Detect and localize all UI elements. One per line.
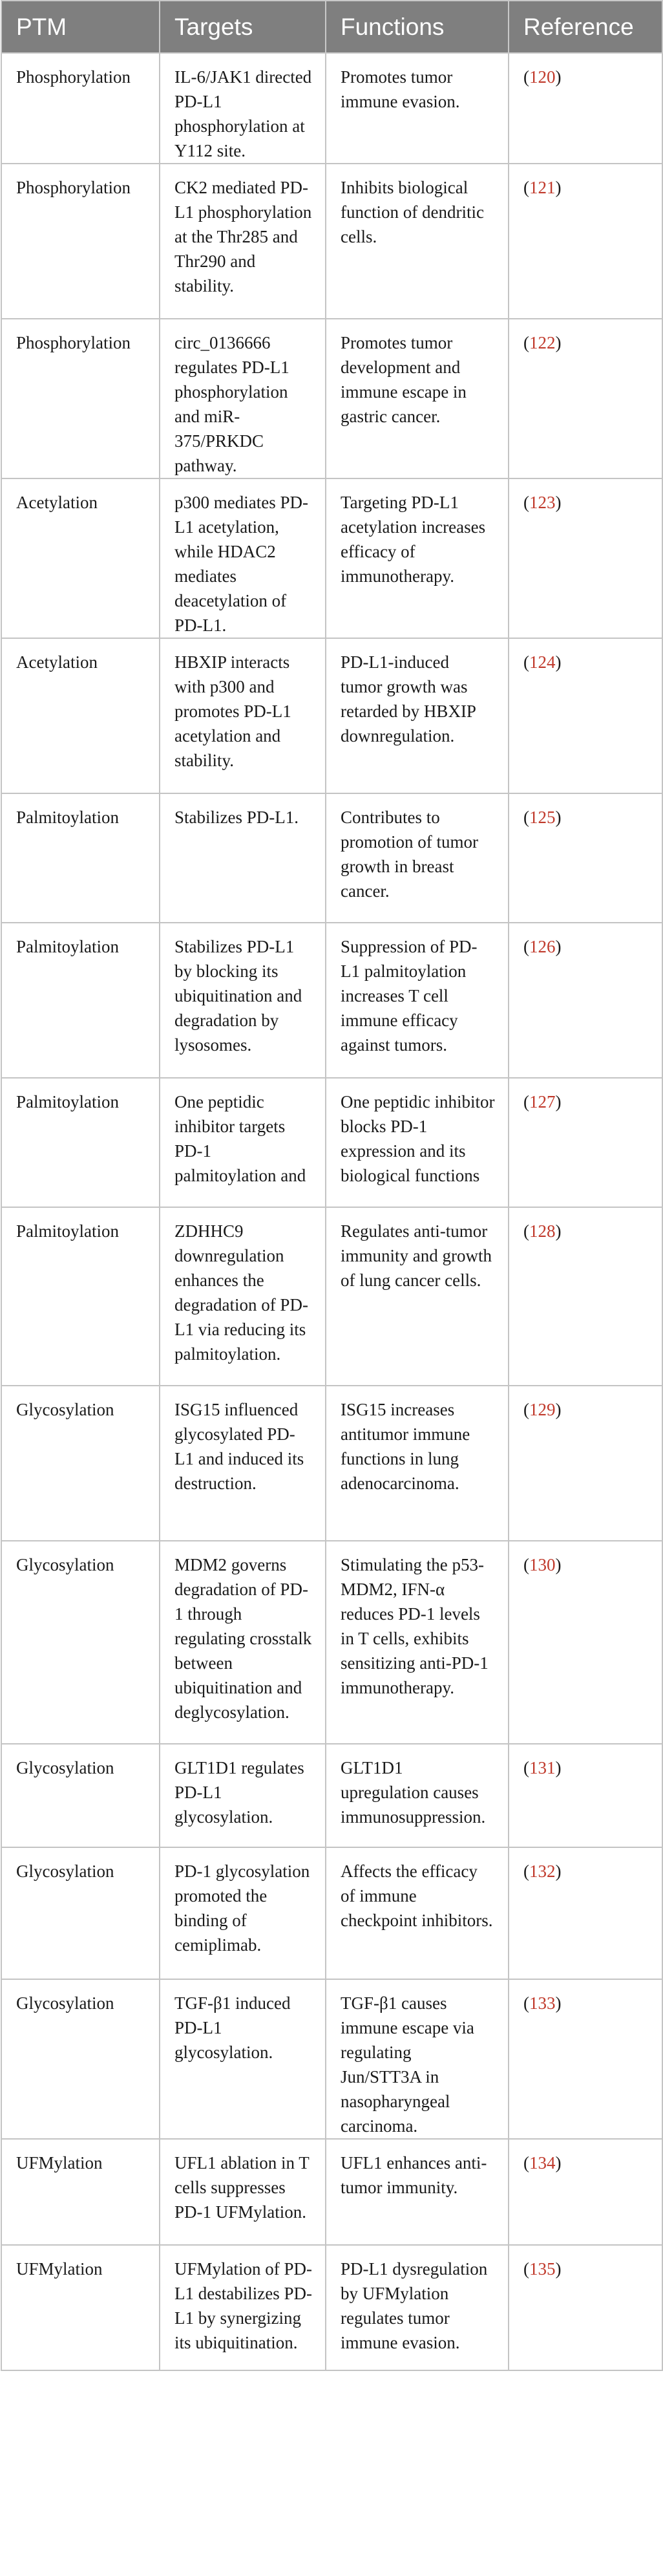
cell-reference (509, 1541, 662, 1744)
reference-link[interactable]: 123 (529, 493, 556, 512)
table-row (1, 638, 662, 793)
cell-functions: PD-L1-induced tumor growth was retarded by HBXIP downregulation. (326, 638, 509, 793)
cell-ptm: Phosphorylation (1, 164, 160, 319)
cell-ptm: UFMylation (1, 2245, 160, 2370)
cell-functions: Suppression of PD-L1 palmitoylation increases T cell immune efficacy against tumors. (326, 923, 509, 1078)
paren-close: ) (555, 1555, 562, 1574)
cell-targets: PD-1 glycosylation promoted the binding of cemiplimab. (160, 1847, 326, 1979)
cell-functions: PD-L1 dysregulation by UFMylation regulates tumor immune evasion. (326, 2245, 509, 2370)
paren-close: ) (555, 1221, 562, 1241)
table-row (1, 53, 662, 164)
cell-ptm: Palmitoylation (1, 923, 160, 1078)
cell-ptm: Glycosylation (1, 1979, 160, 2139)
cell-targets: p300 mediates PD-L1 acetylation, while HDAC2 mediates deacetylation of PD-L1. (160, 478, 326, 638)
cell-ptm: UFMylation (1, 2139, 160, 2245)
cell-functions: Inhibits biological function of dendritic cells. (326, 164, 509, 319)
paren-close: ) (555, 1092, 562, 1111)
table-row (1, 1386, 662, 1541)
cell-reference (509, 1207, 662, 1386)
table-row (1, 1979, 662, 2139)
cell-functions: Promotes tumor immune evasion. (326, 53, 509, 164)
cell-targets: HBXIP interacts with p300 and promotes PD-L1 acetylation and stability. (160, 638, 326, 793)
table-row (1, 1744, 662, 1847)
paren-open: ( (523, 1555, 529, 1574)
cell-ptm: Glycosylation (1, 1847, 160, 1979)
table-row (1, 2245, 662, 2370)
cell-reference (509, 638, 662, 793)
reference-link[interactable]: 134 (529, 2153, 556, 2173)
paren-open: ( (523, 178, 529, 197)
paren-close: ) (555, 1400, 562, 1419)
header-ptm: PTM (1, 1, 160, 53)
table-row (1, 1541, 662, 1744)
cell-reference (509, 1979, 662, 2139)
cell-reference (509, 478, 662, 638)
reference-link[interactable]: 130 (529, 1555, 556, 1574)
header-targets: Targets (160, 1, 326, 53)
paren-close: ) (555, 67, 562, 87)
cell-ptm: Acetylation (1, 478, 160, 638)
cell-ptm: Glycosylation (1, 1541, 160, 1744)
paren-open: ( (523, 2259, 529, 2279)
cell-ptm: Palmitoylation (1, 793, 160, 923)
cell-reference (509, 2245, 662, 2370)
cell-targets: ZDHHC9 downregulation enhances the degradation of PD-L1 via reducing its palmitoylation. (160, 1207, 326, 1386)
cell-functions: Contributes to promotion of tumor growth in breast cancer. (326, 793, 509, 923)
cell-ptm: Palmitoylation (1, 1207, 160, 1386)
paren-close: ) (555, 333, 562, 352)
table-row (1, 793, 662, 923)
cell-ptm: Palmitoylation (1, 1078, 160, 1207)
cell-reference (509, 2139, 662, 2245)
table-row (1, 319, 662, 478)
paren-open: ( (523, 808, 529, 827)
reference-link[interactable]: 127 (529, 1092, 556, 1111)
paren-close: ) (555, 937, 562, 956)
cell-targets: TGF-β1 induced PD-L1 glycosylation. (160, 1979, 326, 2139)
cell-ptm: Phosphorylation (1, 319, 160, 478)
cell-functions: UFL1 enhances anti-tumor immunity. (326, 2139, 509, 2245)
paren-close: ) (555, 1862, 562, 1881)
table-row (1, 923, 662, 1078)
paren-close: ) (555, 1993, 562, 2013)
paren-open: ( (523, 652, 529, 672)
table-row (1, 2139, 662, 2245)
paren-close: ) (555, 493, 562, 512)
cell-reference (509, 164, 662, 319)
ptm-table (1, 0, 663, 2371)
paren-open: ( (523, 493, 529, 512)
paren-open: ( (523, 67, 529, 87)
cell-targets: Stabilizes PD-L1. (160, 793, 326, 923)
cell-reference (509, 1744, 662, 1847)
reference-link[interactable]: 133 (529, 1993, 556, 2013)
reference-link[interactable]: 122 (529, 333, 556, 352)
cell-ptm: Phosphorylation (1, 53, 160, 164)
reference-link[interactable]: 120 (529, 67, 556, 87)
reference-link[interactable]: 132 (529, 1862, 556, 1881)
header-row (1, 1, 662, 53)
cell-reference (509, 923, 662, 1078)
header-reference: Reference (509, 1, 662, 53)
paren-open: ( (523, 1862, 529, 1881)
cell-reference (509, 53, 662, 164)
cell-functions: TGF-β1 causes immune escape via regulating Jun/STT3A in nasopharyngeal carcinoma. (326, 1979, 509, 2139)
cell-functions: One peptidic inhibitor blocks PD-1 expression and its biological functions (326, 1078, 509, 1207)
reference-link[interactable]: 128 (529, 1221, 556, 1241)
table-row (1, 1078, 662, 1207)
paren-close: ) (555, 1758, 562, 1777)
paren-open: ( (523, 1092, 529, 1111)
cell-functions: Affects the efficacy of immune checkpoint inhibitors. (326, 1847, 509, 1979)
cell-targets: Stabilizes PD-L1 by blocking its ubiquitination and degradation by lysosomes. (160, 923, 326, 1078)
paren-close: ) (555, 652, 562, 672)
table-row (1, 1207, 662, 1386)
paren-open: ( (523, 1993, 529, 2013)
cell-ptm: Glycosylation (1, 1386, 160, 1541)
cell-functions: Stimulating the p53-MDM2, IFN-α reduces PD-1 levels in T cells, exhibits sensitizing anti-PD-1 immunotherapy. (326, 1541, 509, 1744)
paren-open: ( (523, 2153, 529, 2173)
cell-targets: UFL1 ablation in T cells suppresses PD-1 UFMylation. (160, 2139, 326, 2245)
cell-reference (509, 1847, 662, 1979)
cell-targets: CK2 mediated PD-L1 phosphorylation at the Thr285 and Thr290 and stability. (160, 164, 326, 319)
cell-targets: MDM2 governs degradation of PD-1 through regulating crosstalk between ubiquitination and deglycosylation. (160, 1541, 326, 1744)
reference-link[interactable]: 131 (529, 1758, 556, 1777)
cell-targets: UFMylation of PD-L1 destabilizes PD-L1 by synergizing its ubiquitination. (160, 2245, 326, 2370)
table-body (1, 53, 662, 2370)
table-row (1, 164, 662, 319)
cell-reference (509, 319, 662, 478)
reference-link[interactable]: 135 (529, 2259, 556, 2279)
cell-targets: circ_0136666 regulates PD-L1 phosphorylation and miR-375/PRKDC pathway. (160, 319, 326, 478)
cell-functions: Regulates anti-tumor immunity and growth of lung cancer cells. (326, 1207, 509, 1386)
cell-functions: ISG15 increases antitumor immune functions in lung adenocarcinoma. (326, 1386, 509, 1541)
paren-close: ) (555, 808, 562, 827)
reference-link[interactable]: 124 (529, 652, 556, 672)
cell-reference (509, 1078, 662, 1207)
reference-link[interactable]: 126 (529, 937, 556, 956)
paren-close: ) (555, 2153, 562, 2173)
reference-link[interactable]: 121 (529, 178, 556, 197)
cell-ptm: Acetylation (1, 638, 160, 793)
table-row (1, 1847, 662, 1979)
cell-reference (509, 793, 662, 923)
header-functions: Functions (326, 1, 509, 53)
cell-ptm: Glycosylation (1, 1744, 160, 1847)
cell-targets: One peptidic inhibitor targets PD-1 palmitoylation and (160, 1078, 326, 1207)
cell-functions: Promotes tumor development and immune escape in gastric cancer. (326, 319, 509, 478)
table-row (1, 478, 662, 638)
paren-open: ( (523, 1221, 529, 1241)
reference-link[interactable]: 129 (529, 1400, 556, 1419)
reference-link[interactable]: 125 (529, 808, 556, 827)
paren-open: ( (523, 1400, 529, 1419)
cell-targets: IL-6/JAK1 directed PD-L1 phosphorylation at Y112 site. (160, 53, 326, 164)
cell-functions: GLT1D1 upregulation causes immunosuppression. (326, 1744, 509, 1847)
paren-open: ( (523, 1758, 529, 1777)
paren-open: ( (523, 333, 529, 352)
paren-open: ( (523, 937, 529, 956)
cell-functions: Targeting PD-L1 acetylation increases efficacy of immunotherapy. (326, 478, 509, 638)
cell-targets: GLT1D1 regulates PD-L1 glycosylation. (160, 1744, 326, 1847)
cell-targets: ISG15 influenced glycosylated PD-L1 and induced its destruction. (160, 1386, 326, 1541)
cell-reference (509, 1386, 662, 1541)
paren-close: ) (555, 2259, 562, 2279)
paren-close: ) (555, 178, 562, 197)
